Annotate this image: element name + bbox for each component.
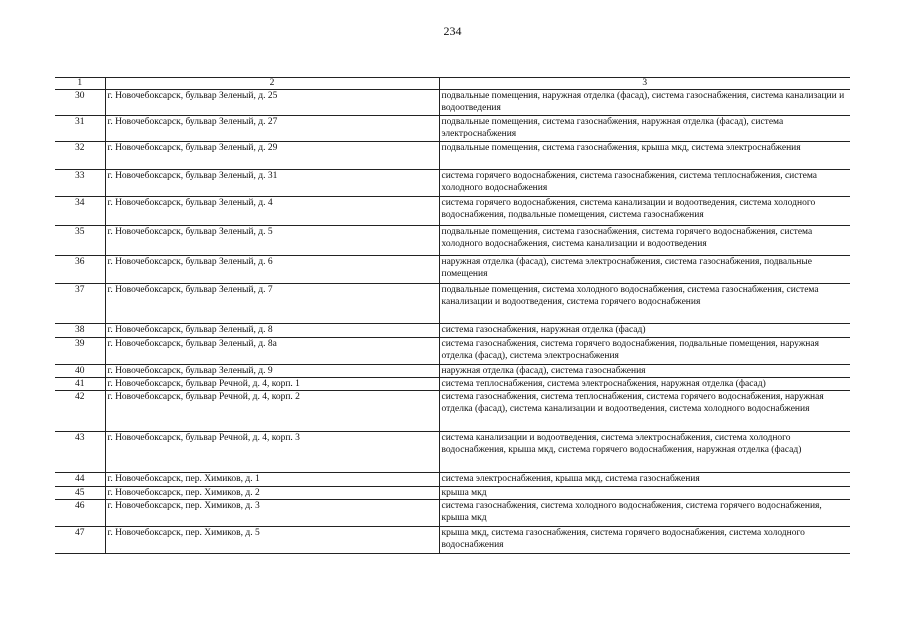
row-systems: подвальные помещения, система газоснабжения, система горячего водоснабжения, система холодного водоснабжения, система канализации и водоотведения xyxy=(439,226,850,256)
table-row xyxy=(55,487,850,500)
row-number: 38 xyxy=(55,324,105,338)
row-address: г. Новочебоксарск, бульвар Речной, д. 4, корп. 1 xyxy=(105,378,439,391)
row-systems: система электроснабжения, крыша мкд, система газоснабжения xyxy=(439,473,850,487)
row-number: 40 xyxy=(55,365,105,378)
row-address: г. Новочебоксарск, бульвар Зеленый, д. 8 xyxy=(105,324,439,338)
row-systems: система газоснабжения, система холодного водоснабжения, система горячего водоснабжения, крыша мкд xyxy=(439,500,850,527)
table-row xyxy=(55,473,850,487)
page-number: 234 xyxy=(443,24,462,38)
row-address: г. Новочебоксарск, бульвар Зеленый, д. 29 xyxy=(105,142,439,170)
row-systems: система канализации и водоотведения, система электроснабжения, система холодного водоснабжения, крыша мкд, система горячего водоснабжения, наружная отделка (фасад) xyxy=(439,432,850,473)
row-number: 34 xyxy=(55,197,105,226)
row-address: г. Новочебоксарск, бульвар Зеленый, д. 7 xyxy=(105,284,439,324)
row-address: г. Новочебоксарск, бульвар Речной, д. 4, корп. 3 xyxy=(105,432,439,473)
table-row xyxy=(55,284,850,324)
row-systems: наружная отделка (фасад), система электроснабжения, система газоснабжения, подвальные помещения xyxy=(439,256,850,284)
row-systems: подвальные помещения, система холодного водоснабжения, система газоснабжения, система канализации и водоотведения, система горячего водоснабжения xyxy=(439,284,850,324)
row-systems: подвальные помещения, наружная отделка (фасад), система газоснабжения, система канализации и водоотведения xyxy=(439,90,850,116)
row-systems: система газоснабжения, система горячего водоснабжения, подвальные помещения, наружная отделка (фасад), система электроснабжения xyxy=(439,338,850,365)
table-header-row xyxy=(55,78,850,90)
row-systems: система теплоснабжения, система электроснабжения, наружная отделка (фасад) xyxy=(439,378,850,391)
row-address: г. Новочебоксарск, пер. Химиков, д. 3 xyxy=(105,500,439,527)
row-systems: крыша мкд xyxy=(439,487,850,500)
row-systems: система газоснабжения, система теплоснабжения, система горячего водоснабжения, наружная отделка (фасад), система канализации и водоотведения, система холодного водоснабжения xyxy=(439,391,850,432)
row-systems: подвальные помещения, система газоснабжения, наружная отделка (фасад), система электроснабжения xyxy=(439,116,850,142)
row-systems: система газоснабжения, наружная отделка (фасад) xyxy=(439,324,850,338)
row-address: г. Новочебоксарск, бульвар Зеленый, д. 5 xyxy=(105,226,439,256)
row-number: 43 xyxy=(55,432,105,473)
table-row xyxy=(55,90,850,116)
table-row xyxy=(55,116,850,142)
row-number: 42 xyxy=(55,391,105,432)
row-address: г. Новочебоксарск, бульвар Зеленый, д. 4 xyxy=(105,197,439,226)
row-number: 33 xyxy=(55,170,105,197)
row-number: 41 xyxy=(55,378,105,391)
table-row xyxy=(55,226,850,256)
column-header-systems: 3 xyxy=(439,78,850,90)
row-address: г. Новочебоксарск, бульвар Зеленый, д. 6 xyxy=(105,256,439,284)
row-address: г. Новочебоксарск, пер. Химиков, д. 2 xyxy=(105,487,439,500)
row-number: 30 xyxy=(55,90,105,116)
row-address: г. Новочебоксарск, бульвар Зеленый, д. 31 xyxy=(105,170,439,197)
row-number: 45 xyxy=(55,487,105,500)
row-number: 37 xyxy=(55,284,105,324)
row-address: г. Новочебоксарск, бульвар Зеленый, д. 25 xyxy=(105,90,439,116)
row-number: 47 xyxy=(55,527,105,554)
table-row xyxy=(55,500,850,527)
table-row xyxy=(55,527,850,554)
row-address: г. Новочебоксарск, пер. Химиков, д. 1 xyxy=(105,473,439,487)
row-address: г. Новочебоксарск, бульвар Зеленый, д. 8а xyxy=(105,338,439,365)
row-number: 44 xyxy=(55,473,105,487)
row-number: 46 xyxy=(55,500,105,527)
table-row xyxy=(55,338,850,365)
row-number: 31 xyxy=(55,116,105,142)
row-number: 32 xyxy=(55,142,105,170)
row-address: г. Новочебоксарск, пер. Химиков, д. 5 xyxy=(105,527,439,554)
table-row xyxy=(55,391,850,432)
row-address: г. Новочебоксарск, бульвар Зеленый, д. 9 xyxy=(105,365,439,378)
table-row xyxy=(55,324,850,338)
row-number: 36 xyxy=(55,256,105,284)
row-address: г. Новочебоксарск, бульвар Зеленый, д. 27 xyxy=(105,116,439,142)
table-row xyxy=(55,365,850,378)
column-header-number: 1 xyxy=(55,78,105,90)
table-row xyxy=(55,256,850,284)
row-systems: система горячего водоснабжения, система газоснабжения, система теплоснабжения, система холодного водоснабжения xyxy=(439,170,850,197)
column-header-address: 2 xyxy=(105,78,439,90)
row-systems: наружная отделка (фасад), система газоснабжения xyxy=(439,365,850,378)
row-systems: подвальные помещения, система газоснабжения, крыша мкд, система электроснабжения xyxy=(439,142,850,170)
row-address: г. Новочебоксарск, бульвар Речной, д. 4, корп. 2 xyxy=(105,391,439,432)
row-number: 35 xyxy=(55,226,105,256)
row-number: 39 xyxy=(55,338,105,365)
table-row xyxy=(55,378,850,391)
register-table xyxy=(55,77,850,554)
table-row xyxy=(55,432,850,473)
table-row xyxy=(55,170,850,197)
table-row xyxy=(55,197,850,226)
row-systems: система горячего водоснабжения, система канализации и водоотведения, система холодного водоснабжения, подвальные помещения, система газоснабжения xyxy=(439,197,850,226)
row-systems: крыша мкд, система газоснабжения, система горячего водоснабжения, система холодного водоснабжения xyxy=(439,527,850,554)
table-row xyxy=(55,142,850,170)
